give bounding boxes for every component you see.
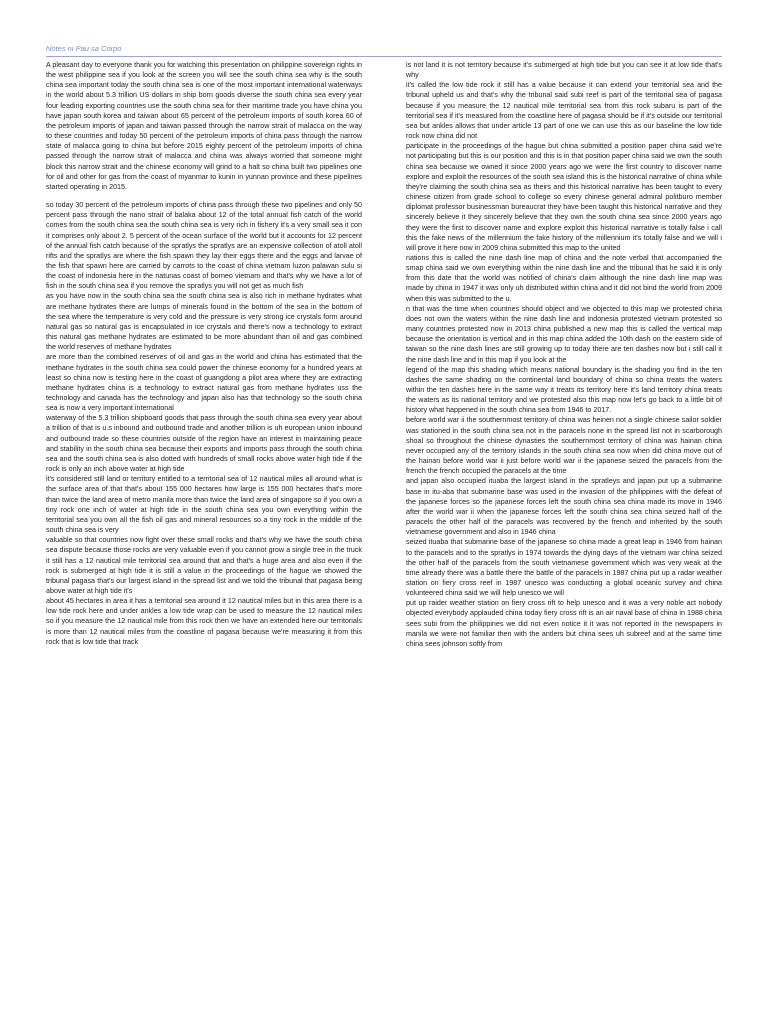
paragraph: nations this is called the nine dash line map of china and the note verbal that accompanied the smap china said we own everything within the nine dash line and the tribunal that he said it is only from this date that the world was notified of china's claim although the nine dash line map was made by china in 1947 it was only uh distributed within china and it did not bind the world from 2009 when this was submitted to the u.: [406, 253, 722, 303]
paragraph: is not land it is not territory because it's submerged at high tide but you can see it at low tide that's why: [406, 61, 722, 80]
left-text-column: [46, 60, 362, 1020]
paragraph: waterway of the 5.3 trillion shipboard goods that pass through the south china sea every year about a trillion of that is u.s inbound and outbound trade and another trillion is uh european union inbound and outbound trade so these countries outside of the region have an interest in maintaining peace and stability in the south china sea because their exports and imports pass through the south china sea and the south china sea is also dotted with hundreds of small rocks above water high tide if the rock is only an inch above water at high tide: [46, 414, 362, 474]
paragraph: it's considered still land or territory entitled to a territorial sea of 12 nautical miles all around what is the surface area of that that's about 155 000 hectares how large is 155 000 hectares that's more than twice the land area of metro manila more than twice the land area of singapore so if you own a tiny rock one inch of water at high tide in the south china sea you own everything within the territorial sea you own all the fish oil gas and mineral resources so a tiny rock in the middle of the south china sea is very: [46, 475, 362, 535]
paragraph: about 45 hectares in area it has a territorial sea around it 12 nautical miles but in this area there is a low tide rock here and under ankles a low tide wrap can be used to measure the 12 nautical miles so if you measure the 12 nautical mile from this rock then we have an extended here our territorials is more than 12 nautical miles from the coastline of pagasa because we're measuring it from this rock that is low tide that track: [46, 597, 362, 646]
paragraph: before world war ii the southernmost territory of china was heinen not a single chinese sailor soldier was stationed in the south china sea not in the paracels none in the spread list not in scarborough shoal so throughout the chinese dynasties the southernmost territory of china was hainan china never occupied any of the territory islands in the south china sea now when did china move out of the hainan before world war ii just before world war ii the japanese seized the paracels from the french the french occupied the paracels at the time: [406, 416, 722, 476]
paragraph: are more than the combined reserves of oil and gas in the world and china has estimated that the methane hydrates in the south china sea could power the chinese economy for a hundred years at least so china now is testing here in the coast of guangdong a pilot area where they are extracting methane hydrates china is a technology to extract natural gas from methane hydrates uss the technology and canada has the technology and japan also has that technology so the south china sea is now a very important international: [46, 353, 362, 413]
paragraph: legend of the map this shading which means national boundary is the shading you find in the ten dashes the same shading on the continental land boundary of china so china treats the waters within the ten dashes here in the same way it treats its territory here it's land territory china treats the waters as its national territory and we protested also this map now let's go back to a little bit of history what happened in the south china sea from 1946 to 2017.: [406, 365, 722, 415]
paragraph: n that was the time when countries should object and we objected to this map we protested china does not own the waters within the nine dash line and indonesia protested vietnam protested so many countries protested now in 2013 china published a new map this is called the vertical map because the orientation is vertical and in this map china added the 10th dash on the eastern side of taiwan so the nine dash lines are still growing up to today there are ten dashes now but i still call it the nine dash line and in this map if you look at the: [406, 304, 722, 364]
paragraph: seized ituaba that submarine base of the japanese so china made a great leap in 1946 from hainan to the paracels and to the spratlys in 1974 towards the dying days of the vietnam war china seized the other half of the paracels from the south vietnamese government which was very weak at the time already there was a battle there the battle of the paracels in 1987 china put up a radar weather station on fiery cross reef in 1987 unesco was conducting a global oceanic survey and china volunteered china said we will help unesco we will: [406, 538, 722, 598]
page-header: [46, 44, 722, 57]
right-text-column: [406, 60, 722, 1020]
paragraph: participate in the proceedings of the hague but china submitted a position paper china said we're not participating but this is our position and this is in that position paper china said we own the south china sea because we owned it since 2000 years ago we were the first country to discover name explore and exploit the resources of the south sea island this is the historical narrative of china while they're claiming the south china sea as theirs and this historical narrative has been taught to every chinese citizen from grade school to college so every chinese general admiral politburo member diplomat professor businessman bureaucrat they have been taught this historical narrative and they sincerely believe it they sincerely believe that they own the south china sea since 2000 years ago they were the first to discover name and explore exploit this historical narrative is totally false i call this the fake news of the millennium the fake history of the millennium it's totally false and we will i will prove it here now in 2009 china submitted this map to the united: [406, 142, 722, 252]
paragraph: valuable so that countries now fight over these small rocks and that's why we have the south china sea dispute because those rocks are very valuable even if you cannot grow a single tree in the truck it still has a 12 nautical mile territorial sea around that and that's a huge area and also even if the rock is submerged at high tide it is still a value in the proceedings of the hague we showed the tribunal pagasa that's our largest island in the spread list and we told the tribunal that pagasa being above water at high tide it's: [46, 536, 362, 595]
paragraph: it's called the low tide rock it still has a value because it can extend your territorial sea and the tribunal upheld us and that's why the tribunal said subi reef is part of the territorial sea of pagasa because if you measure the 12 nautical mile territorial sea from this rock subaru is part of the territorial sea if it's measured from the coastline here of pagasa should be if it's outside our territorial sea but ankles allows that under article 13 part of one we can use this as our baseline the low tide rock now china did not: [406, 81, 722, 141]
header-title: Notes ni Pau sa Corpo: [46, 44, 122, 53]
paragraph: as you have now in the south china sea the south china sea is also rich in methane hydrates what are methane hydrates there are lumps of minerals found in the bottom of the sea in the bottom of the sea where the temperature is very cold and the pressure is very strong ice crystals form around natural gas so natural gas is encapsulated in ice crystals and there's now a technology to extract this natural gas methane hydrates are estimated to be more abundant than oil and gas combined the world reserves of methane hydrates: [46, 292, 362, 352]
paragraph: put up raider weather station on fiery cross rift to help unesco and it was a very noble act nobody objected everybody applauded china today fiery cross rift is an air naval base of china in 1988 china sees subi from the philippines we did not even notice it it was not reported in the newspapers in manila we were not familiar then with the antlers but china sees uh subreef and at the same time china sees johnson softly from: [406, 599, 722, 648]
paragraph: and japan also occupied ituaba the largest island in the spratleys and japan put up a submarine base in itu-aba that submarine base was used in the invasion of the philippines with the defeat of the japanese forces so the japanese forces left the south china sea china made its move in 1946 after the world war ii when the japanese forces left the south china sea china seized half of the paracels the other half of the paracels was recovered by the french and inherited by the south vietnamese government and also in 1946 china: [406, 477, 722, 537]
paragraph: A pleasant day to everyone thank you for watching this presentation on philippine sovereign rights in the west philippine sea if you look at the screen you will see the south china sea why is the south china sea important today the south china sea is one of the most important international waterways in the world about 5.3 trillion US dollars in ship born goods diverse the south china sea every year four leading exporting countries use the south china sea for their maritime trade you have china you have japan south korea and taiwan about 65 percent of the petroleum imports of south korea 60 of the petroleum imports of japan and taiwan passed through the narrow strait of malacca on the way to these countries and today 50 percent of the petroleum imports of china pass through the narrow state of malacca going to china but before 2015 eighty percent of the petroleum imports of china passed through the narrow strait of malacca and china was always worried that someone might block this narrow strait and the chinese economy will grind to a halt so china built two pipelines one for oil and other for gas from the coast of myanmar to kunin in yunnan province and these pipelines started operating in 2015.: [46, 61, 362, 191]
paragraph: so today 30 percent of the petroleum imports of china pass through these two pipelines and only 50 percent pass through the nano strait of balaka about 12 of the total annual fish catch of the world comes from the south china sea the south china sea is very rich in fishery it's a very small sea it con it comprises only about 2. 5 percent of the ocean surface of the world but it accounts for 12 percent of the annual fish catch because of the spratlys the spratlys are an expensive collection of atoll atoll rifts and the spratlys are where the fish spawn they lay their eggs there and the eggs and larvae of the fish that spawn here are carried by carrots to the coast of china vietnam luzon palawan sulu si the coast of indonesia here in the natunas coast of borneo vietnam and that's why we have a lot of fish in the south china sea if you remove the spratlys you will not get as much fish: [46, 201, 362, 291]
